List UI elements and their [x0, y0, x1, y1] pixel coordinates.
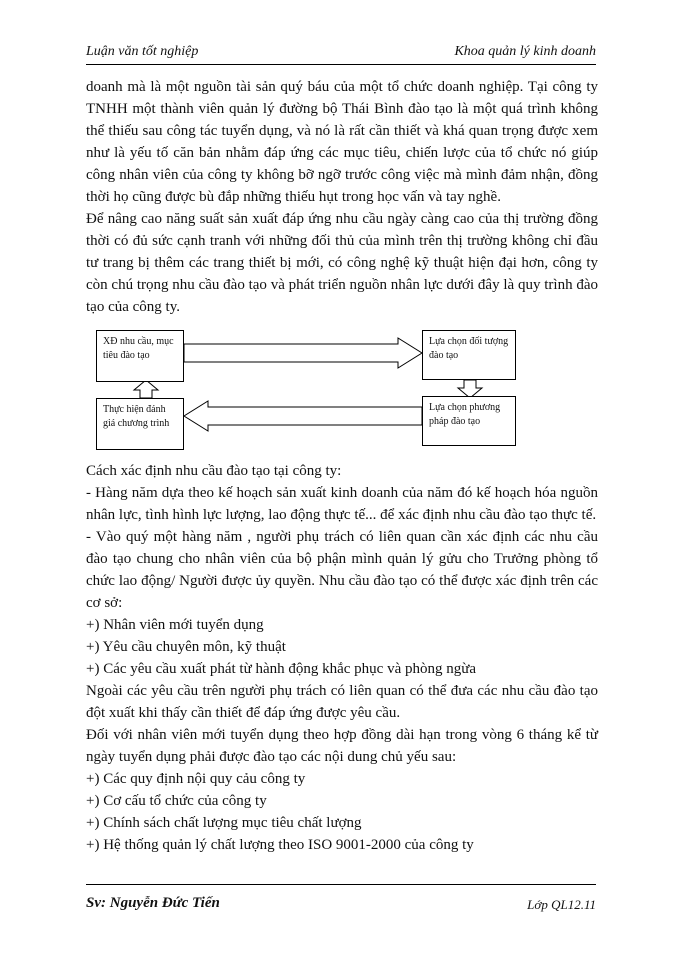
- paragraph: doanh mà là một nguồn tài sản quý báu của một tổ chức doanh nghiệp. Tại công ty TNHH một thành viên quản lý đường bộ Thái Bình đào tạo là một quá trình không thể thiếu sau công tác tuyển dụng, và nó là rất cần thiết và khá quan trọng được xem như là yếu tố căn bản nhằm đáp ứng các mục tiêu, chiến lược của tổ chức nó giúp công nhân viên của công ty không bỡ ngỡ trước công việc mà mình đảm nhận, đồng thời họ cũng được bù đắp những thiếu hụt trong học vấn và tay nghề.: [86, 79, 598, 205]
- box-label: Lựa chọn phương pháp đào tạo: [429, 402, 501, 427]
- document-body: [86, 76, 598, 856]
- header-right-title: Khoa quản lý kinh doanh: [454, 44, 596, 59]
- paragraph: Cách xác định nhu cầu đào tạo tại công ty:: [86, 463, 342, 479]
- arrow-up: [134, 380, 158, 398]
- header-left-title: Luận văn tốt nghiệp: [86, 44, 199, 59]
- paragraph: Đối với nhân viên mới tuyển dụng theo hợp đồng dài hạn trong vòng 6 tháng kể từ ngày tuyển dụng phải được đào tạo các nội dung chủ yếu sau:: [86, 727, 598, 765]
- list-item: +) Hệ thống quản lý chất lượng theo ISO 9001-2000 của công ty: [86, 837, 474, 853]
- list-item: +) Cơ cấu tổ chức của công ty: [86, 793, 267, 809]
- box-select-method: [422, 396, 516, 446]
- list-item: +) Các yêu cầu xuất phát từ hành động khắc phục và phòng ngừa: [86, 661, 477, 677]
- box-identify-needs: [96, 330, 184, 382]
- arrow-right: [184, 338, 422, 368]
- list-item: +) Nhân viên mới tuyển dụng: [86, 617, 264, 633]
- page-footer: [86, 884, 596, 913]
- list-item: +) Yêu cầu chuyên môn, kỹ thuật: [86, 639, 286, 655]
- paragraph: - Hàng năm dựa theo kế hoạch sản xuất kinh doanh của năm đó kế hoạch hóa nguồn nhân lực, tình hình lực lượng, lao động thực tế... để xác định nhu cầu đào tạo thực tế.: [86, 485, 598, 523]
- box-label: Thực hiện đánh giá chương trình: [103, 404, 170, 429]
- footer-class: Lớp QL12.11: [527, 897, 596, 912]
- list-item: +) Chính sách chất lượng mục tiêu chất lượng: [86, 815, 362, 831]
- list-item: +) Các quy định nội quy cảu công ty: [86, 771, 306, 787]
- arrow-left: [184, 401, 422, 431]
- box-label: XĐ nhu cầu, mục tiêu đào tạo: [103, 336, 174, 361]
- box-label: Lựa chọn đối tượng đào tạo: [429, 336, 509, 361]
- box-evaluate-program: [96, 398, 184, 450]
- page-header: [86, 44, 596, 65]
- training-process-diagram: [86, 324, 598, 460]
- paragraph: - Vào quý một hàng năm , người phụ trách có liên quan cần xác định các nhu cầu đào tạo chung cho nhân viên của bộ phận mình quản lý gửu cho Trưởng phòng tổ chức lao động/ Người được ủy quyền. Nhu cầu đào tạo có thể được xác định trên các cơ sở:: [86, 529, 598, 611]
- footer-student-name: Sv: Nguyễn Đức Tiến: [86, 895, 220, 911]
- paragraph: Ngoài các yêu cầu trên người phụ trách có liên quan có thể đưa các nhu cầu đào tạo đột xuất khi thấy cần thiết để đáp ứng được yêu cầu.: [86, 683, 598, 721]
- paragraph: Để nâng cao năng suất sản xuất đáp ứng nhu cầu ngày càng cao của thị trường đồng thời có đủ sức cạnh tranh với những đối thủ của mình trên thị trường không chỉ đầu tư trang bị thêm các trang thiết bị mới, có công nghệ kỹ thuật hiện đại hơn, công ty còn chú trọng nhu cầu đào tạo và phát triển nguồn nhân lực dưới đây là quy trình đào tạo của công ty.: [86, 211, 598, 315]
- box-select-trainees: [422, 330, 516, 380]
